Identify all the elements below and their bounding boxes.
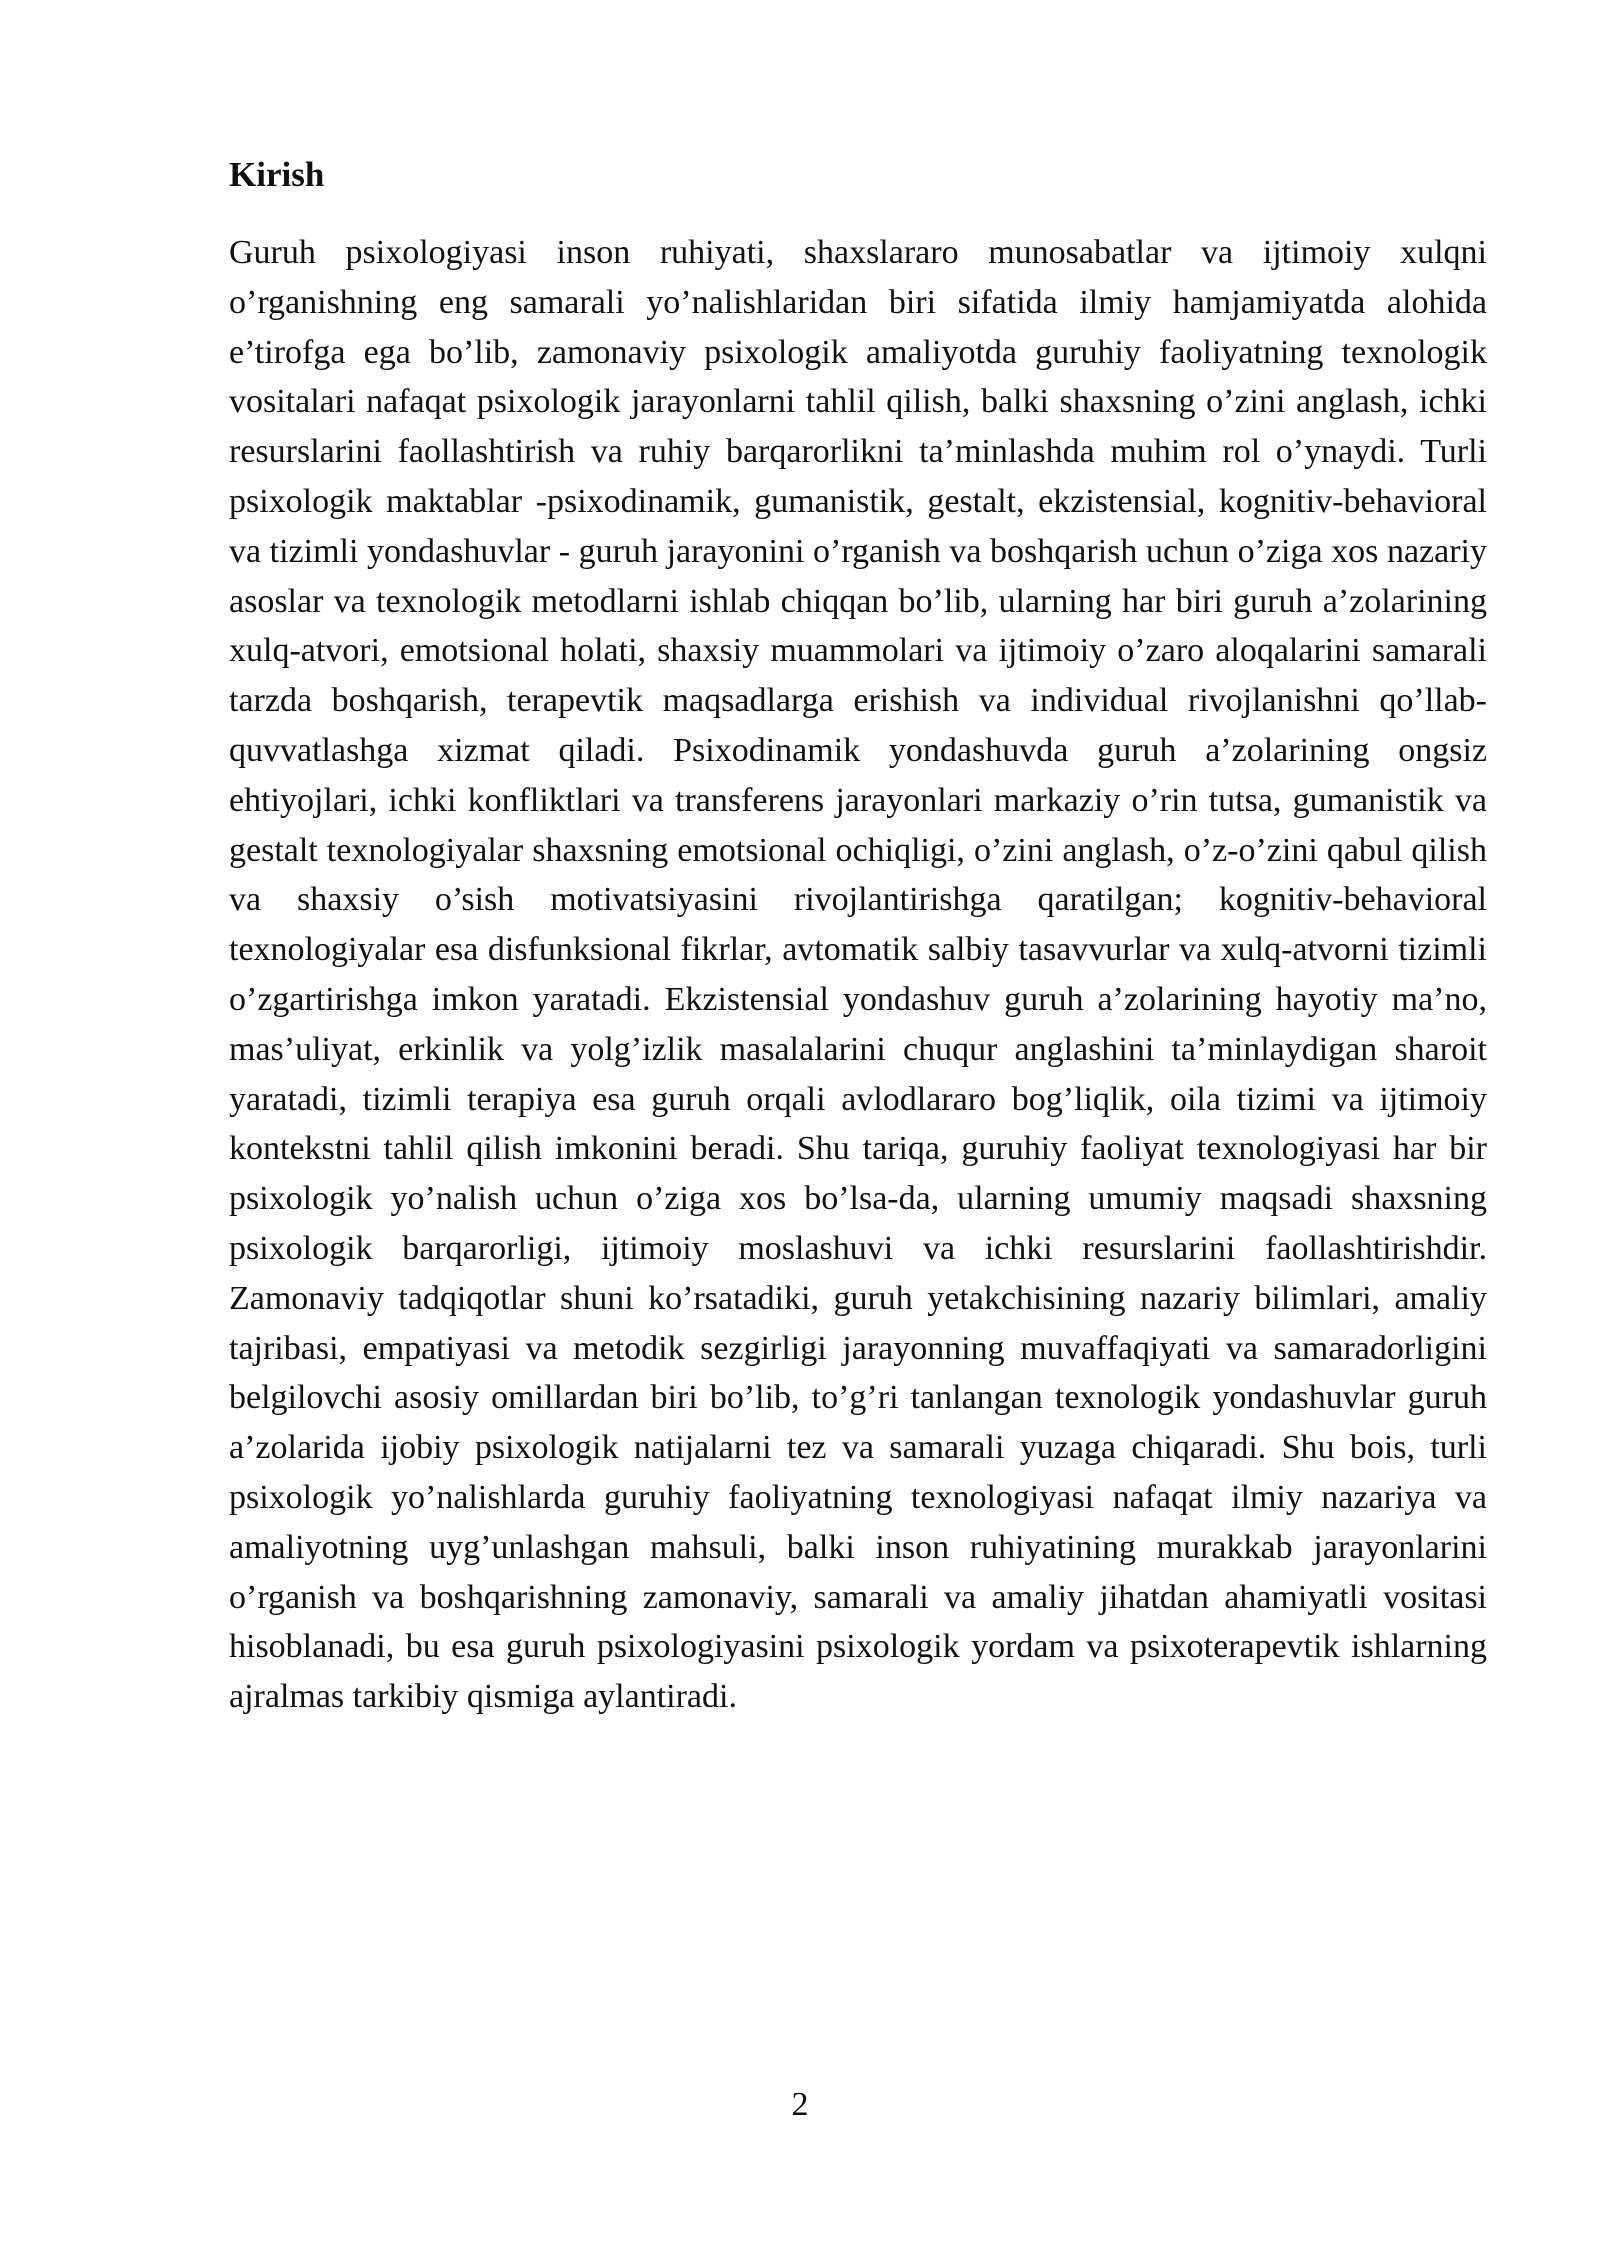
page-number: 2 [791,2086,809,2123]
body-paragraph: Guruh psixologiyasi inson ruhiyati, shaxslararo munosabatlar va ijtimoiy xulqni o’rganishning eng samarali yo’nalishlaridan biri sifatida ilmiy hamjamiyatda alohida e’tirofga ega bo’lib, zamonaviy psixologik amaliyotda guruhiy faoliyatning texnologik vositalari nafaqat psixologik jarayonlarni tahlil qilish, balki shaxsning o’zini anglash, ichki resurslarini faollashtirish va ruhiy barqarorlikni ta’minlashda muhim rol o’ynaydi. Turli psixologik maktablar -psixodinamik, gumanistik, gestalt, ekzistensial, kognitiv-behavioral va tizimli yondashuvlar - guruh jarayonini o’rganish va boshqarish uchun o’ziga xos nazariy asoslar va texnologik metodlarni ishlab chiqqan bo’lib, ularning har biri guruh a’zolarining xulq-atvori, emotsional holati, shaxsiy muammolari va ijtimoiy o’zaro aloqalarini samarali tarzda boshqarish, terapevtik maqsadlarga erishish va individual rivojlanishni qo’llab-quvvatlashga xizmat qiladi. Psixodinamik yondashuvda guruh a’zolarining ongsiz ehtiyojlari, ichki konfliktlari va transferens jarayonlari markaziy o’rin tutsa, gumanistik va gestalt texnologiyalar shaxsning emotsional ochiqligi, o’zini anglash, o’z-o’zini qabul qilish va shaxsiy o’sish motivatsiyasini rivojlantirishga qaratilgan; kognitiv-behavioral texnologiyalar esa disfunksional fikrlar, avtomatik salbiy tasavvurlar va xulq-atvorni tizimli o’zgartirishga imkon yaratadi. Ekzistensial yondashuv guruh a’zolarining hayotiy ma’no, mas’uliyat, erkinlik va yolg’izlik masalalarini chuqur anglashini ta’minlaydigan sharoit yaratadi, tizimli terapiya esa guruh orqali avlodlararo bog’liqlik, oila tizimi va ijtimoiy kontekstni tahlil qilish imkonini beradi. Shu tariqa, guruhiy faoliyat texnologiyasi har bir psixologik yo’nalish uchun o’ziga xos bo’lsa-da, ularning umumiy maqsadi shaxsning psixologik barqarorligi, ijtimoiy moslashuvi va ichki resurslarini faollashtirishdir. Zamonaviy tadqiqotlar shuni ko’rsatadiki, guruh yetakchisining nazariy bilimlari, amaliy tajribasi, empatiyasi va metodik sezgirligi jarayonning muvaffaqiyati va samaradorligini belgilovchi asosiy omillardan biri bo’lib, to’g’ri tanlangan texnologik yondashuvlar guruh a’zolarida ijobiy psixologik natijalarni tez va samarali yuzaga chiqaradi. Shu bois, turli psixologik yo’nalishlarda guruhiy faoliyatning texnologiyasi nafaqat ilmiy nazariya va amaliyotning uyg’unlashgan mahsuli, balki inson ruhiyatining murakkab jarayonlarini o’rganish va boshqarishning zamonaviy, samarali va amaliy jihatdan ahamiyatli vositasi hisoblanadi, bu esa guruh psixologiyasini psixologik yordam va psixoterapevtik ishlarning ajralmas tarkibiy qismiga aylantiradi. [229,234,1487,1716]
section-heading: Kirish [229,155,325,194]
